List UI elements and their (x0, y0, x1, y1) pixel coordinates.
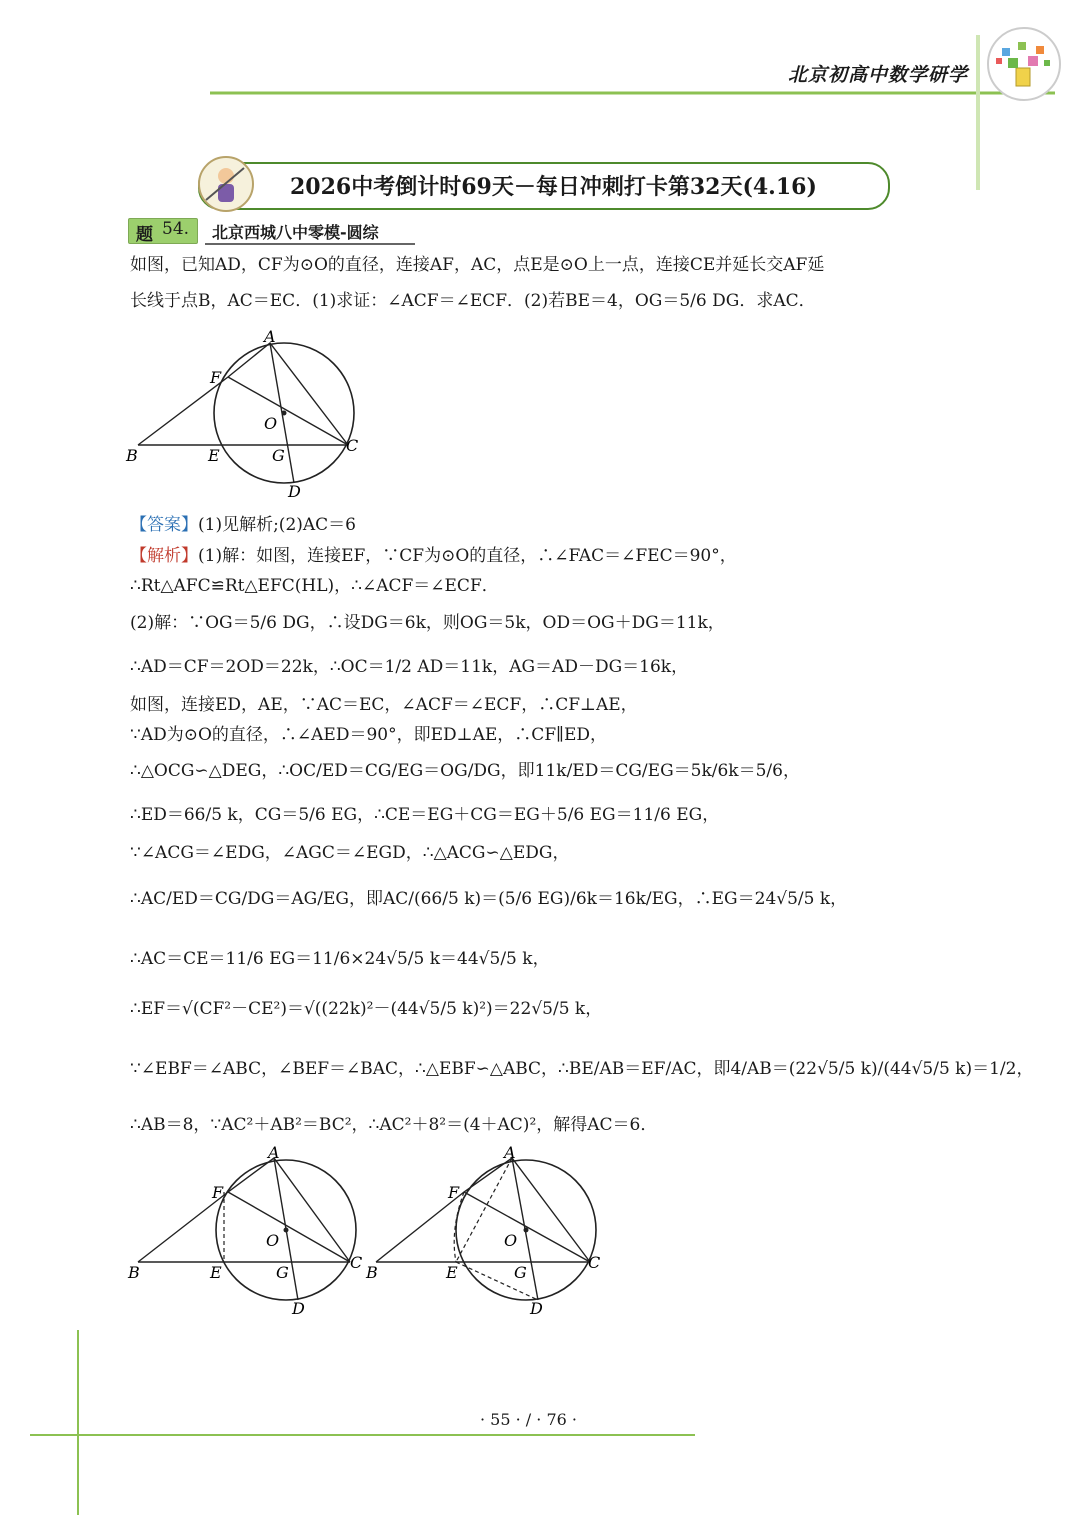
analysis-line-9: ∵∠ACG＝∠EDG，∠AGC＝∠EGD，∴△ACG∽△EDG， (130, 843, 570, 863)
fig2-label-C: C (350, 1253, 363, 1272)
analysis-line-8: ∴ED＝66/5 k，CG＝5/6 EG，∴CE＝EG＋CG＝EG＋5/6 EG＝11/6 EG， (130, 805, 720, 825)
answer-line (130, 514, 356, 536)
problem-badge-label: 题 (136, 225, 153, 245)
fig3-label-A: A (504, 1143, 516, 1162)
fig2-label-E: E (210, 1263, 222, 1282)
analysis-line-12: ∴EF＝√(CF²－CE²)＝√((22k)²－(44√5/5 k)²)＝22√5/5 k， (130, 999, 603, 1019)
analysis-line-3: (2)解：∵OG＝5/6 DG，∴设DG＝6k，则OG＝5k，OD＝OG＋DG＝11k， (130, 613, 725, 633)
fig1-label-B: B (126, 446, 138, 465)
fig2-label-A: A (268, 1143, 280, 1162)
fig3-label-D: D (530, 1299, 543, 1318)
analysis-line-10: ∴AC/ED＝CG/DG＝AG/EG，即AC/(66/5 k)＝(5/6 EG)/6k＝16k/EG，∴EG＝24√5/5 k， (130, 889, 848, 909)
problem-line-2: 长线于点B，AC＝EC．(1)求证：∠ACF＝∠ECF．(2)若BE＝4，OG＝5/6 DG．求AC． (130, 291, 816, 311)
fig1-label-A: A (264, 327, 276, 346)
fig2-label-G: G (276, 1263, 289, 1282)
analysis-tag: 【解析】 (130, 546, 198, 566)
analysis-text-1: (1)解：如图，连接EF，∵CF为⊙O的直径，∴∠FAC＝∠FEC＝90°， (198, 546, 737, 566)
problem-source: 北京西城八中零模-圆综 (212, 223, 379, 242)
fig2-label-O: O (266, 1231, 280, 1250)
fig2-label-B: B (128, 1263, 140, 1282)
analysis-line-5: 如图，连接ED，AE，∵AC＝EC，∠ACF＝∠ECF，∴CF⊥AE， (130, 695, 638, 715)
source-underline (205, 242, 415, 246)
problem-number: 54. (162, 219, 190, 239)
analysis-line-6: ∵AD为⊙O的直径，∴∠AED＝90°，即ED⊥AE，∴CF∥ED， (130, 725, 608, 745)
mascot-icon (196, 154, 260, 214)
analysis-line-11: ∴AC＝CE＝11/6 EG＝11/6×24√5/5 k＝44√5/5 k， (130, 949, 550, 969)
analysis-line-13: ∵∠EBF＝∠ABC，∠BEF＝∠BAC，∴△EBF∽△ABC，∴BE/AB＝EF/AC，即4/AB＝(22√5/5 k)/(44√5/5 k)＝1/2， (130, 1059, 1034, 1079)
answer-text: (1)见解析;(2)AC＝6 (198, 515, 356, 535)
geometry-figure-right (365, 1143, 600, 1318)
problem-line-1: 如图，已知AD，CF为⊙O的直径，连接AF，AC，点E是⊙O上一点，连接CE并延长交AF延 (130, 255, 825, 275)
geometry-figure-left (127, 1143, 362, 1318)
logo-tree-icon (982, 24, 1072, 104)
analysis-line-14: ∴AB＝8，∵AC²＋AB²＝BC²，∴AC²＋8²＝(4＋AC)²，解得AC＝6． (130, 1115, 658, 1135)
fig3-label-F: F (448, 1183, 460, 1202)
analysis-line-1 (130, 545, 737, 567)
fig1-label-E: E (208, 446, 220, 465)
fig3-label-C: C (588, 1253, 601, 1272)
page-title: 2026中考倒计时69天－每日冲刺打卡第32天(4.16) (290, 174, 817, 200)
analysis-line-2: ∴Rt△AFC≌Rt△EFC(HL)，∴∠ACF＝∠ECF． (130, 576, 499, 596)
geometry-figure-solutions (120, 1140, 640, 1325)
fig1-label-G: G (272, 446, 285, 465)
fig2-label-D: D (292, 1299, 305, 1318)
fig3-label-E: E (446, 1263, 458, 1282)
fig3-label-O: O (504, 1231, 518, 1250)
fig1-label-F: F (210, 368, 222, 387)
fig3-label-B: B (366, 1263, 378, 1282)
fig2-label-F: F (212, 1183, 224, 1202)
header-brand: 北京初高中数学研学 (787, 64, 968, 86)
fig1-label-O: O (264, 414, 278, 433)
fig1-label-C: C (346, 436, 359, 455)
page-number: · 55 · / · 76 · (480, 1410, 577, 1429)
analysis-line-7: ∴△OCG∽△DEG，∴OC/ED＝CG/EG＝OG/DG，即11k/ED＝CG/EG＝5k/6k＝5/6， (130, 761, 800, 781)
answer-tag: 【答案】 (130, 515, 198, 535)
fig1-label-D: D (288, 482, 301, 501)
fig3-label-G: G (514, 1263, 527, 1282)
analysis-line-4: ∴AD＝CF＝2OD＝22k，∴OC＝1/2 AD＝11k，AG＝AD－DG＝16k， (130, 657, 689, 677)
geometry-figure-main (120, 325, 380, 505)
